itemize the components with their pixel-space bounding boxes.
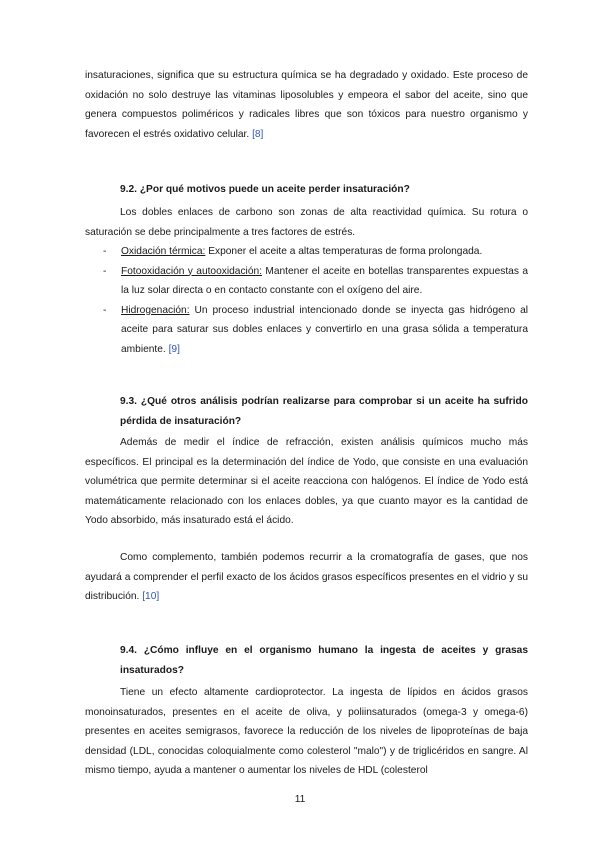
- bullet-list: [85, 242, 528, 359]
- paragraph-chromatography: Como complemento, también podemos recurrir a la cromatografía de gases, que nos ayudará a comprender el perfil exacto de los ácidos grasos específicos presentes en el vidrio y su distribución.: [85, 552, 528, 602]
- bullet-text: Exponer el aceite a altas temperaturas de forma prolongada.: [205, 246, 483, 257]
- paragraph-text: insaturaciones, significa que su estructura química se ha degradado y oxidado. Este proceso de oxidación no solo destruye las vitaminas liposolubles y empeora el sabor del aceite, sino que genera compuestos poliméricos y radicales libres que son tóxicos para nuestro organismo y favorecen el estrés oxidativo celular.: [85, 70, 528, 140]
- paragraph-oxidation-end: [85, 66, 528, 144]
- paragraph-yodo: Además de medir el índice de refracción, existen análisis químicos mucho más específicos. El principal es la determinación del índice de Yodo, que consiste en una evaluación volumétrica que permite determinar si el aceite reacciona con halógenos. El índice de Yodo está matemáticamente relacionado con los enlaces dobles, ya que cuanto mayor es la cantidad de Yodo absorbido, más insaturado está el ácido.: [85, 437, 528, 526]
- list-item: [85, 301, 528, 360]
- bullet-text: Un proceso industrial intencionado donde se inyecta gas hidrógeno al aceite para saturar sus dobles enlaces y convertirlo en una grasa sólida a temperatura ambiente.: [121, 304, 528, 355]
- heading-9-4: 9.4. ¿Cómo influye en el organismo humano la ingesta de aceites y grasas insaturados?: [120, 645, 528, 676]
- section-9-3-body: [85, 433, 528, 531]
- section-9-2-body: [85, 203, 528, 359]
- citation-8[interactable]: [8]: [252, 128, 264, 140]
- citation-10[interactable]: [10]: [142, 591, 160, 602]
- bullet-term: Hidrogenación:: [121, 304, 190, 316]
- list-item: [85, 242, 528, 262]
- heading-9-3: 9.3. ¿Qué otros análisis podrían realizarse para comprobar si un aceite ha sufrido pérdida de insaturación?: [120, 396, 528, 427]
- section-9-3-body-2: [85, 548, 528, 607]
- section-9-4-body: [85, 683, 528, 781]
- citation-9[interactable]: [9]: [168, 343, 180, 355]
- bullet-term: Oxidación térmica:: [121, 246, 206, 257]
- page-number: 11: [294, 794, 306, 805]
- heading-9-2: 9.2. ¿Por qué motivos puede un aceite perder insaturación?: [120, 184, 410, 195]
- paragraph-cardioprotector: Tiene un efecto altamente cardioprotector. La ingesta de lípidos en ácidos grasos monoinsaturados, presentes en el aceite de oliva, y poliinsaturados (omega-3 y omega-6) presentes en aceites semigrasos, favorece la reducción de los niveles de lipoproteínas de baja densidad (LDL, conocidas coloquialmente como colesterol "malo") y de triglicéridos en sangre. Al mismo tiempo, ayuda a mantener o aumentar los niveles de HDL (colesterol: [85, 687, 528, 776]
- paragraph-intro: Los dobles enlaces de carbono son zonas de alta reactividad química. Su rotura o saturación se debe principalmente a tres factores de estrés.: [85, 207, 528, 238]
- bullet-text: Mantener el aceite en botellas transparentes expuestas a la luz solar directa o en contacto constante con el oxígeno del aire.: [121, 265, 528, 296]
- list-item: [85, 262, 528, 301]
- bullet-term: Fotooxidación y autooxidación:: [121, 265, 262, 277]
